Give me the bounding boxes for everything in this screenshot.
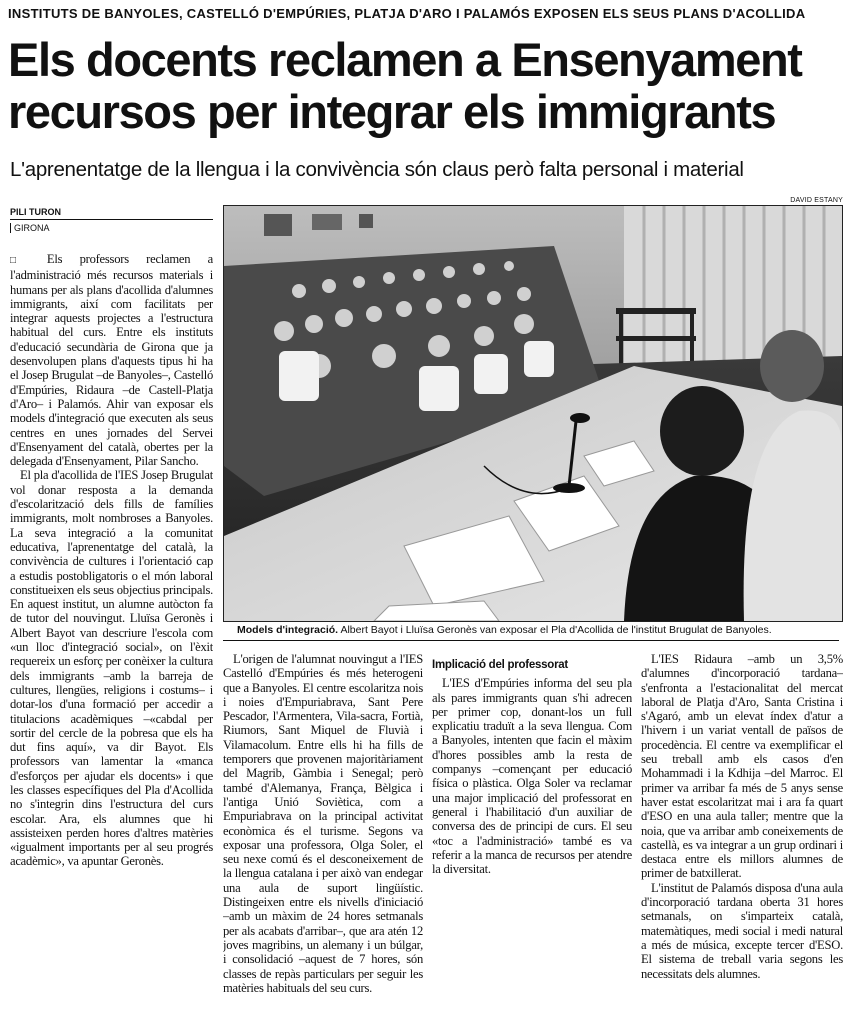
location: GIRONA [10, 223, 213, 233]
paragraph-empories: L'IES d'Empúries informa del seu pla als pares immigrants quan s'hi adrecen per primer cop, donant-los un full explicatiu traduït a la seva llengua. Com a Banyoles, intenten que facin el màxim d'hores possibles amb la resta de companys –començant per educació física o plàstica. Olga Soler va reclamar una major implicació del professorat en general i l'habilitació d'un auxiliar de conversa des de principi de curs. El seu «toc a l'administració» també es va referir a la manca de recursos per atendre la diversitat. [432, 676, 632, 877]
author: PILI TURON [10, 207, 213, 220]
caption-title: Models d'integració. [237, 624, 339, 636]
kicker: INSTITUTS DE BANYOLES, CASTELLÓ D'EMPÚRIES, PLATJA D'ARO I PALAMÓS EXPOSEN ELS SEUS PLANS D'ACOLLIDA [8, 6, 806, 21]
headline: Els docents reclamen a Ensenyament recursos per integrar els immigrants [8, 33, 802, 138]
column-3 [432, 652, 632, 1024]
paragraph-castello: L'origen de l'alumnat nouvingut a l'IES Castelló d'Empúries és més heterogeni que a Banyoles. El centre escolaritza nois i noies d'Empuriabrava, Sant Pere Pescador, l'Armentera, Vila-sacra, Fortià, Riumors, Sant Miquel de Fluvià i Vilamacolum. Entre ells hi ha fills de temporers que provenen majoritàriament del Magrib, Gàmbia i Senegal; però també d'Alemanya, França, Bèlgica i l'antiga Unió Soviètica, com a Empuriabrava on la principal activitat econòmica és el turisme. Segons va exposar una professora, Olga Soler, el seu nexe comú és el desconeixement de la llengua catalana i per això van endegar una aula de suport lingüístic. Distingeixen entre els nivells d'iniciació –amb un màxim de 24 hores setmanals per als acabats d'arribar–, que ara atén 12 joves magribins, un alemany i un búlgar, i consolidació –aquest de 7 hores, són classes de repàs particulars per seguir les matèries habituals del seu curs. [223, 652, 423, 995]
photo-credit: DAVID ESTANY [790, 197, 843, 204]
section-heading: Implicació del professorat [432, 659, 569, 671]
classroom-photo-image [224, 206, 842, 621]
paragraph-lead: □ Els professors reclamen a l'administració més recursos materials i humans per als plans d'acollida d'alumnes immigrants, així com facilitats per integrar aquests projectes a l'estructura habitual del curs. Entre els instituts d'educació secundària de Girona que ja desenvolupen plans d'aquests tipus hi ha el Josep Brugulat –de Banyoles–, Castelló d'Empúries, Ridaura –de Castell-Platja d'Aro– i Palamós. Ahir van exposar els models d'integració que executen als seus centres en unes jornades del Servei d'Ensenyament del català, obertes per la delegada d'Ensenyament, Pilar Sancho. [10, 252, 213, 468]
photo-caption [223, 622, 839, 641]
subheadline: L'aprenentatge de la llengua i la convivència són claus però falta personal i material [10, 158, 744, 181]
paragraph-banyoles: El pla d'acollida de l'IES Josep Brugulat vol donar resposta a la demanda d'escolarització dels fills de famílies immigrants, molt nombroses a Banyoles. La seva integració a la comunitat educativa, l'aprenentatge del català, la convivència de cultures i l'orientació cap a estudis postobligatoris o el món laboral constitueixen els seus objectius principals. En aquest institut, un alumne autòcton fa de tutor del nouvingut. Lluïsa Geronès i Albert Bayot van descriure l'escola com «un lloc d'integració social», on l'èxit requereix un esforç per conèixer la cultura dels immigrants –amb la barreja de cultures, llengües, religions i costums– i dotar-los d'una formació per accedir a titulacions acadèmiques –«cabdal per sortir del cercle de la pobresa que els ha dut fins aquí», va dir Bayot. Els professors van lamentar la «manca d'esforços per ajudar els docents» i que les classes específiques del Pla d'Acollida no s'integrin dins l'estructura del curs escolar. Ara, els alumnes que hi assisteixen perden hores d'altres matèries «igualment importants per al seu progrés acadèmic», va apuntar Geronès. [10, 468, 213, 869]
column-2 [223, 652, 423, 1024]
paragraph-ridaura: L'IES Ridaura –amb un 3,5% d'alumnes d'incorporació tardana– s'enfronta a l'estacionalitat del mercat laboral de Platja d'Aro, Santa Cristina i s'Agaró, amb un elevat índex d'atur a l'hivern i un variat ventall de països de procedència. El centre va exemplificar el seu treball amb els casos d'en Mohammadi i la Kdhija –del Marroc. El primer va arribar fa més de 5 anys sense haver estat escolaritzat mai i ara fa quart d'ESO en una aula taller; mentre que la noia, que va arribar amb coneixements de castellà, es va integrar a un grup ordinari i destaca entre els millors alumnes de primer de batxillerat. [641, 652, 843, 881]
byline [10, 207, 213, 233]
paragraph-palamos: L'institut de Palamós disposa d'una aula d'incorporació tardana oberta 31 hores setmanals, on s'imparteix català, matemàtiques, medi social i medi natural a més de música, excepte tercer d'ESO. El sistema de treball varia segons les necessitats dels alumnes. [641, 880, 843, 981]
classroom-photo [223, 205, 843, 622]
caption-text: Albert Bayot i Lluïsa Geronès van exposar el Pla d'Acollida de l'institut Brugulat de Banyoles. [340, 624, 772, 636]
column-4 [641, 652, 843, 1024]
column-1 [10, 252, 213, 1024]
